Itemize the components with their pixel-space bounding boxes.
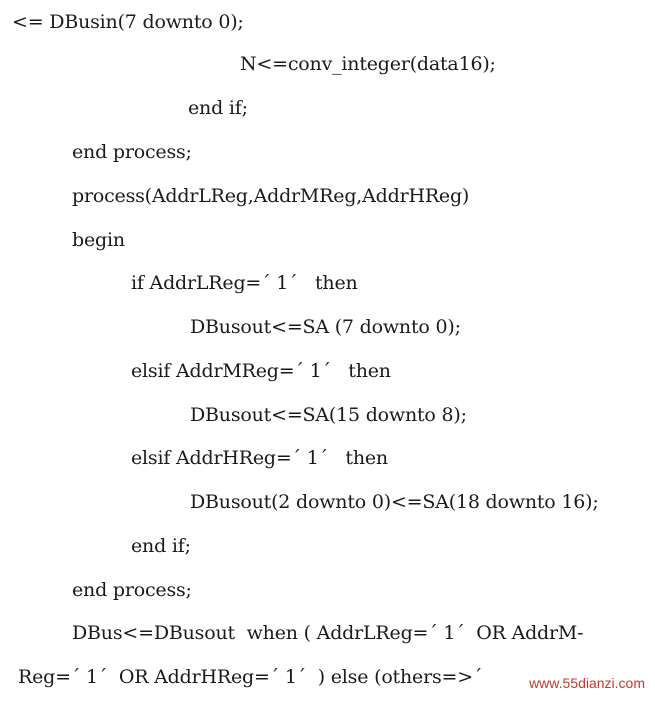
code-line: elsif AddrMReg=´ 1´ then	[131, 360, 391, 382]
code-line: DBusout<=SA(15 downto 8);	[190, 404, 467, 426]
code-line: DBusout<=SA (7 downto 0);	[190, 316, 461, 338]
code-line: elsif AddrHReg=´ 1´ then	[131, 447, 388, 469]
code-line: DBusout(2 downto 0)<=SA(18 downto 16);	[190, 491, 599, 513]
code-line: begin	[72, 229, 125, 251]
code-line: process(AddrLReg,AddrMReg,AddrHReg)	[72, 185, 470, 207]
watermark-text: www.55dianzi.com	[529, 675, 645, 691]
code-line: DBus<=DBusout when ( AddrLReg=´ 1´ OR AddrM-	[72, 622, 584, 644]
code-line: end if;	[188, 97, 248, 119]
code-line: if AddrLReg=´ 1´ then	[131, 272, 358, 294]
code-line: Reg=´ 1´ OR AddrHReg=´ 1´ ) else (others=>´	[18, 666, 483, 688]
code-line: end if;	[131, 535, 191, 557]
code-line: end process;	[72, 141, 192, 163]
code-line: N<=conv_integer(data16);	[240, 53, 496, 75]
code-line: end process;	[72, 579, 192, 601]
code-line: <= DBusin(7 downto 0);	[12, 11, 244, 33]
